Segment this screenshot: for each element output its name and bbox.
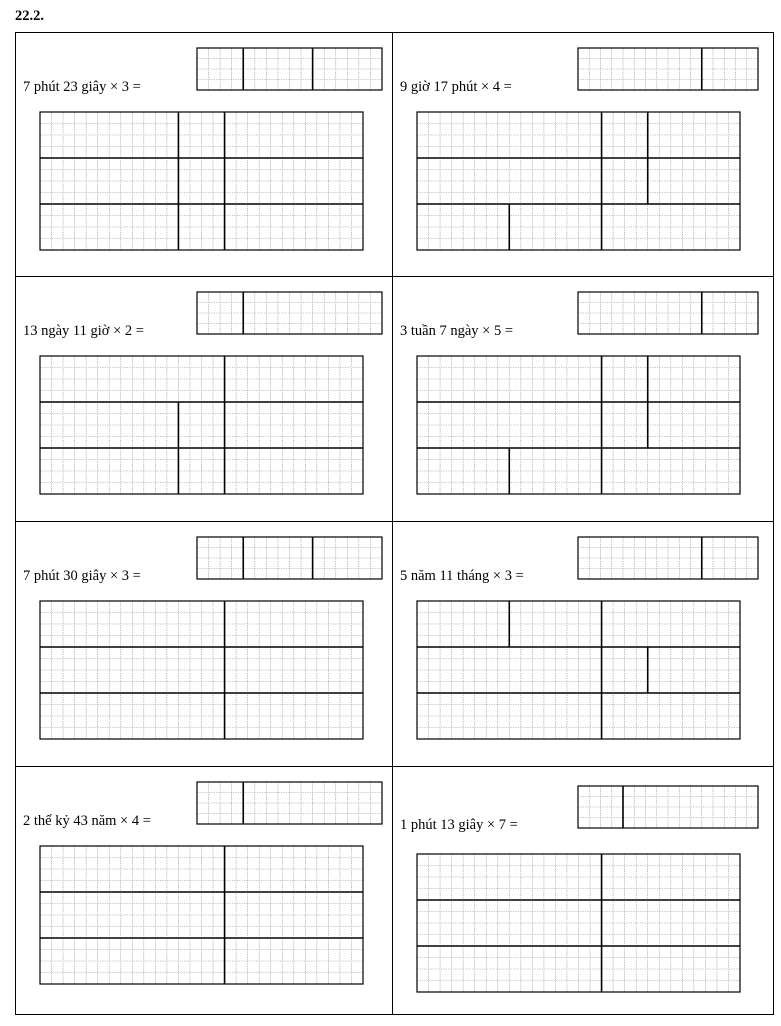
exercise-expression: 5 năm 11 tháng × 3 = bbox=[400, 568, 524, 584]
table-border-left bbox=[15, 32, 16, 1014]
exercise-expression: 13 ngày 11 giờ × 2 = bbox=[23, 323, 144, 339]
working-grid[interactable] bbox=[417, 112, 740, 250]
working-grid[interactable] bbox=[40, 112, 363, 250]
working-grid[interactable] bbox=[417, 601, 740, 739]
table-column-divider bbox=[392, 32, 393, 1014]
table-border-bottom bbox=[15, 1014, 773, 1015]
answer-box[interactable] bbox=[578, 292, 758, 334]
working-grid[interactable] bbox=[40, 601, 363, 739]
exercise-expression: 1 phút 13 giây × 7 = bbox=[400, 817, 518, 833]
table-row-divider bbox=[15, 276, 773, 277]
exercise-expression: 3 tuần 7 ngày × 5 = bbox=[400, 323, 514, 339]
exercise-expression: 7 phút 23 giây × 3 = bbox=[23, 79, 141, 95]
answer-box[interactable] bbox=[578, 537, 758, 579]
answer-box[interactable] bbox=[197, 782, 382, 824]
working-grid[interactable] bbox=[40, 356, 363, 494]
exercise-expression: 2 thế kỷ 43 năm × 4 = bbox=[23, 813, 151, 829]
table-border-top bbox=[15, 32, 773, 33]
exercise-number: 22.2. bbox=[15, 8, 44, 24]
exercise-expression: 7 phút 30 giây × 3 = bbox=[23, 568, 141, 584]
exercise-expression: 9 giờ 17 phút × 4 = bbox=[400, 79, 512, 95]
table-row-divider bbox=[15, 766, 773, 767]
answer-box[interactable] bbox=[197, 292, 382, 334]
answer-box[interactable] bbox=[197, 537, 382, 579]
answer-box[interactable] bbox=[578, 786, 758, 828]
working-grid[interactable] bbox=[417, 356, 740, 494]
table-border-right bbox=[773, 32, 774, 1015]
answer-box[interactable] bbox=[197, 48, 382, 90]
table-row-divider bbox=[15, 521, 773, 522]
answer-box[interactable] bbox=[578, 48, 758, 90]
working-grid[interactable] bbox=[40, 846, 363, 984]
working-grid[interactable] bbox=[417, 854, 740, 992]
